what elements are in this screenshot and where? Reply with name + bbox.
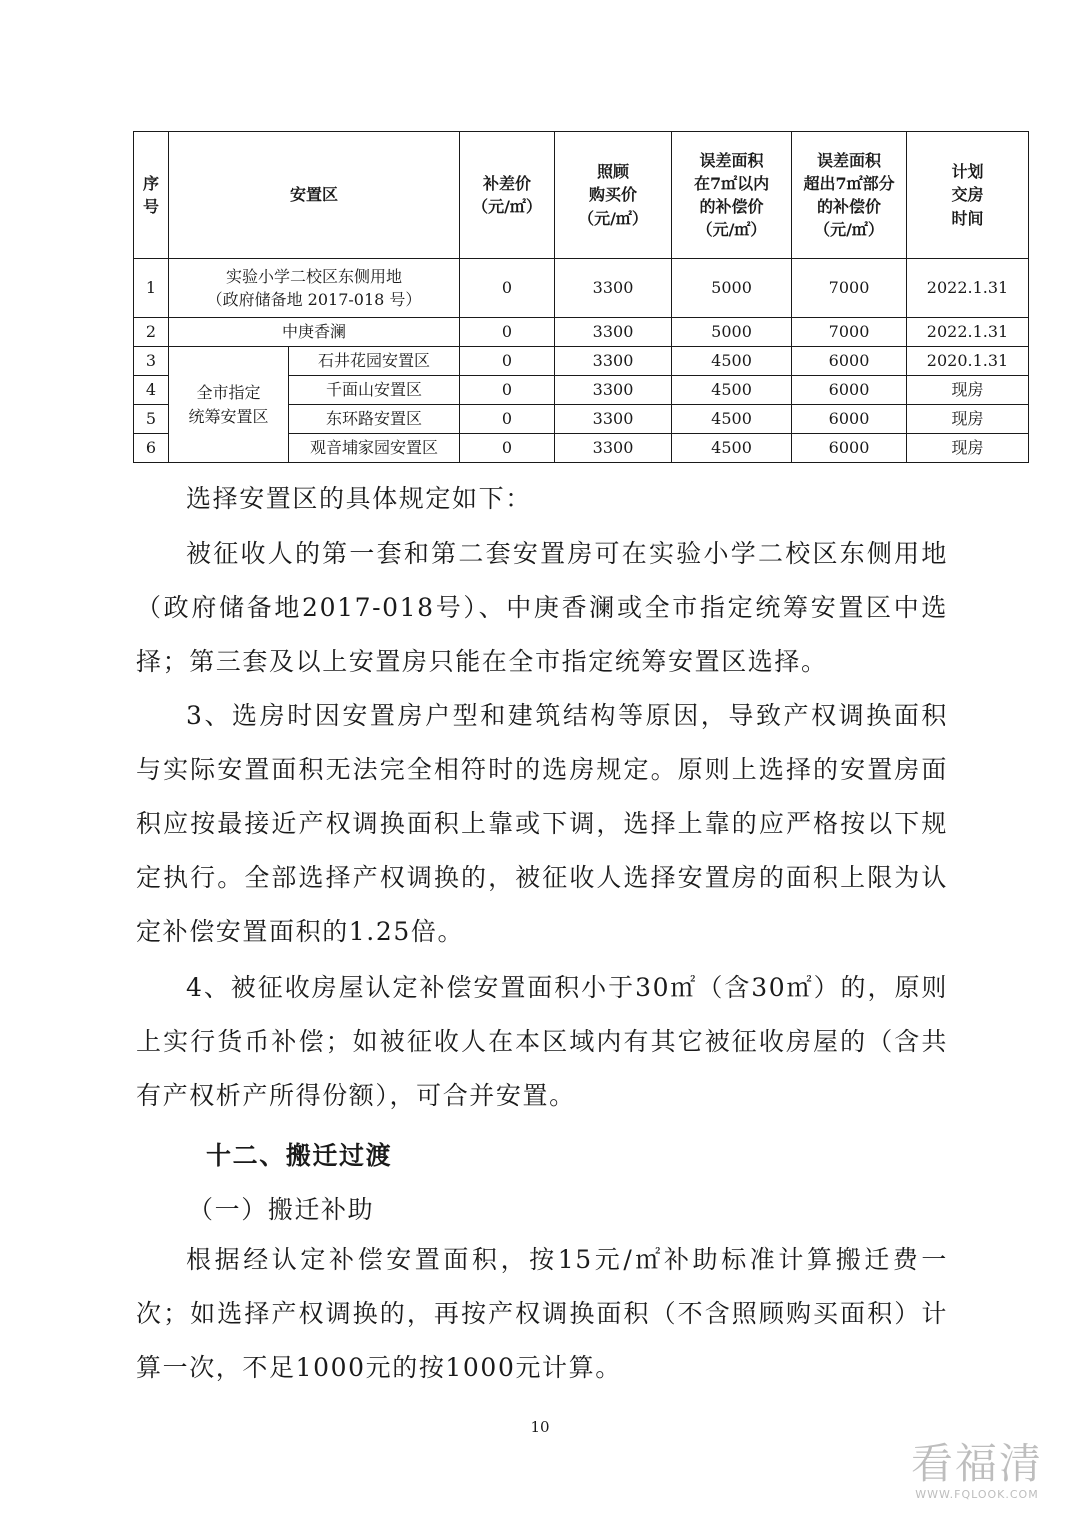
cell-date: 现房 xyxy=(907,376,1029,405)
cell-care: 3300 xyxy=(555,405,672,434)
cell-area: 中庚香澜 xyxy=(169,318,460,347)
page-number: 10 xyxy=(530,1418,550,1436)
cell-care: 3300 xyxy=(555,347,672,376)
cell-no: 5 xyxy=(134,405,169,434)
cell-care: 3300 xyxy=(555,259,672,318)
cell-area: 实验小学二校区东侧用地 （政府储备地 2017-018 号） xyxy=(169,259,460,318)
cell-over7: 7000 xyxy=(792,318,907,347)
cell-diff: 0 xyxy=(460,376,555,405)
cell-area: 千面山安置区 xyxy=(289,376,460,405)
cell-care: 3300 xyxy=(555,434,672,463)
header-over7-price: 误差面积 超出7㎡部分 的补偿价 （元/㎡） xyxy=(792,132,907,259)
compensation-table xyxy=(133,131,1029,463)
paragraph-subsidy: 根据经认定补偿安置面积，按15元/㎡补助标准计算搬迁费一次；如选择产权调换的，再按产权调换面积（不含照顾购买面积）计算一次，不足1000元的按1000元计算。 xyxy=(136,1245,948,1382)
cell-within7: 5000 xyxy=(672,318,792,347)
cell-area: 观音埔家园安置区 xyxy=(289,434,460,463)
cell-date: 2022.1.31 xyxy=(907,318,1029,347)
cell-diff: 0 xyxy=(460,405,555,434)
watermark-text: 看福清 xyxy=(910,1439,1043,1488)
cell-within7: 4500 xyxy=(672,376,792,405)
cell-over7: 6000 xyxy=(792,434,907,463)
table-row xyxy=(134,347,1029,376)
cell-within7: 4500 xyxy=(672,347,792,376)
watermark-url: WWW.FQLOOK.COM xyxy=(915,1488,1039,1501)
header-care-price: 照顾 购买价 （元/㎡） xyxy=(555,132,672,259)
cell-over7: 6000 xyxy=(792,347,907,376)
section-heading-relocation: 十二、搬迁过渡 xyxy=(206,1141,393,1170)
cell-no: 4 xyxy=(134,376,169,405)
cell-over7: 6000 xyxy=(792,376,907,405)
paragraph-item-3: 3、选房时因安置房户型和建筑结构等原因，导致产权调换面积与实际安置面积无法完全相符时的选房规定。原则上选择的安置房面积应按最接近产权调换面积上靠或下调，选择上靠的应严格按以下规定执行。全部选择产权调换的，被征收人选择安置房的面积上限为认定补偿安置面积的1.25倍。 xyxy=(136,701,948,946)
cell-care: 3300 xyxy=(555,318,672,347)
table-header-row xyxy=(134,132,1029,259)
cell-no: 2 xyxy=(134,318,169,347)
cell-over7: 6000 xyxy=(792,405,907,434)
subsection-heading-relocation-subsidy: （一）搬迁补助 xyxy=(188,1195,375,1224)
cell-date: 2022.1.31 xyxy=(907,259,1029,318)
header-delivery-date: 计划 交房 时间 xyxy=(907,132,1029,259)
watermark-logo xyxy=(902,1440,1052,1501)
cell-diff: 0 xyxy=(460,434,555,463)
cell-within7: 4500 xyxy=(672,434,792,463)
cell-no: 6 xyxy=(134,434,169,463)
cell-date: 现房 xyxy=(907,405,1029,434)
paragraph-intro: 选择安置区的具体规定如下： xyxy=(186,484,532,513)
cell-area: 石井花园安置区 xyxy=(289,347,460,376)
table-row xyxy=(134,259,1029,318)
paragraph-item-4: 4、被征收房屋认定补偿安置面积小于30㎡（含30㎡）的，原则上实行货币补偿；如被征收人在本区域内有其它被征收房屋的（含共有产权析产所得份额），可合并安置。 xyxy=(136,973,948,1110)
cell-within7: 5000 xyxy=(672,259,792,318)
table-row xyxy=(134,318,1029,347)
cell-care: 3300 xyxy=(555,376,672,405)
header-area: 安置区 xyxy=(169,132,460,259)
cell-no: 3 xyxy=(134,347,169,376)
cell-diff: 0 xyxy=(460,347,555,376)
cell-date: 2020.1.31 xyxy=(907,347,1029,376)
header-within7-price: 误差面积 在7㎡以内 的补偿价 （元/㎡） xyxy=(672,132,792,259)
cell-diff: 0 xyxy=(460,259,555,318)
cell-area: 东环路安置区 xyxy=(289,405,460,434)
cell-diff: 0 xyxy=(460,318,555,347)
header-diff-price: 补差价 （元/㎡） xyxy=(460,132,555,259)
cell-over7: 7000 xyxy=(792,259,907,318)
header-no: 序 号 xyxy=(134,132,169,259)
paragraph-selection-rules: 被征收人的第一套和第二套安置房可在实验小学二校区东侧用地（政府储备地2017-018号）、中庚香澜或全市指定统筹安置区中选择；第三套及以上安置房只能在全市指定统筹安置区选择。 xyxy=(136,539,948,676)
cell-within7: 4500 xyxy=(672,405,792,434)
cell-group-label: 全市指定 统筹安置区 xyxy=(169,347,289,463)
cell-date: 现房 xyxy=(907,434,1029,463)
cell-no: 1 xyxy=(134,259,169,318)
